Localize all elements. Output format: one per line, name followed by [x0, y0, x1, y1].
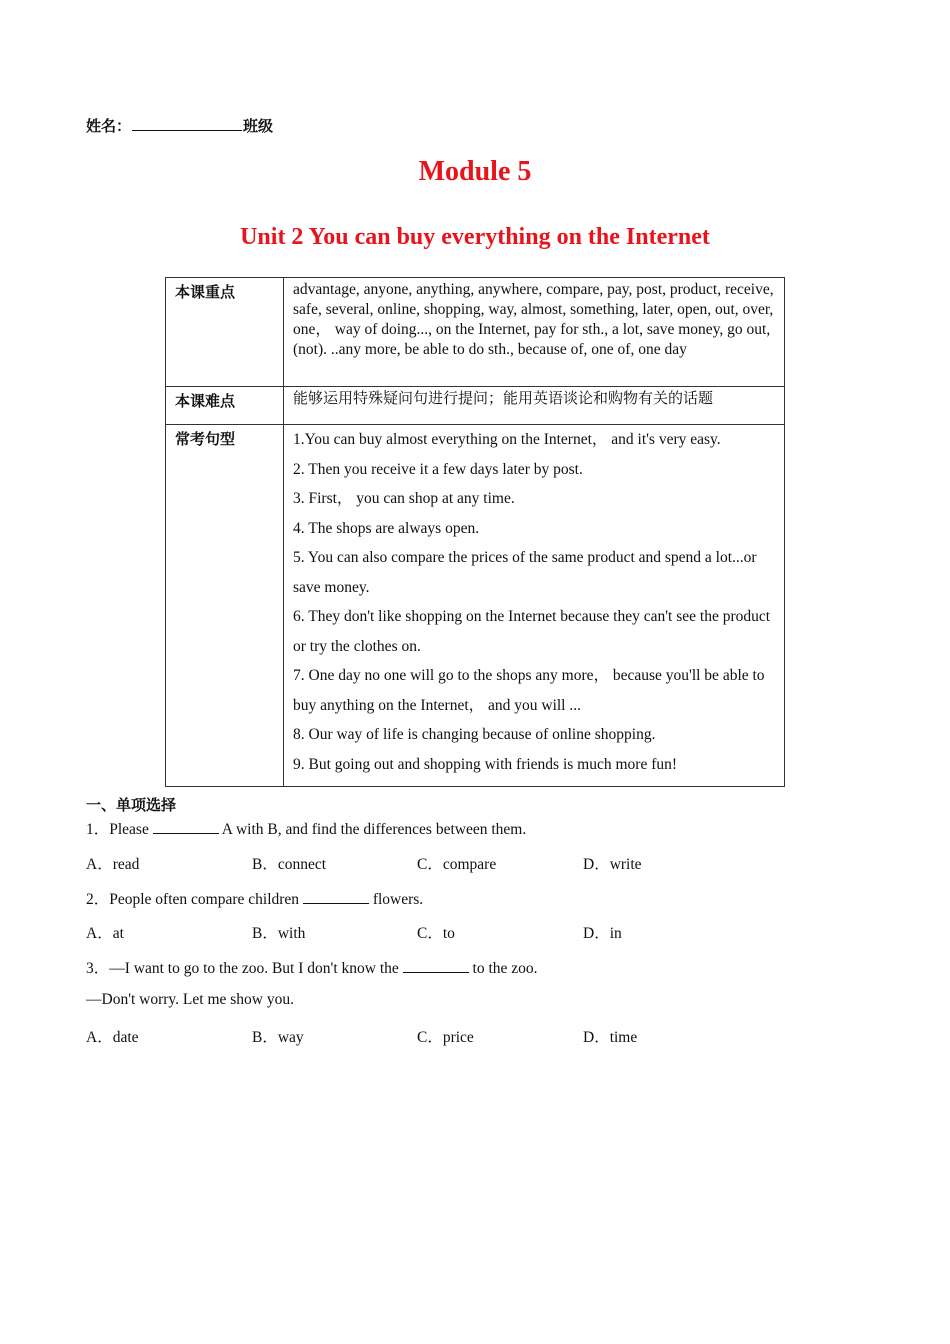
difficult-content: 能够运用特殊疑问句进行提问；能用英语谈论和购物有关的话题 — [284, 387, 785, 425]
answer-blank — [403, 958, 469, 973]
question-3-reply: —Don't worry. Let me show you. — [86, 991, 294, 1008]
table-row-difficult — [166, 387, 785, 425]
question-1-stem: 1．Please — [86, 821, 153, 838]
sentences-content — [284, 425, 785, 787]
unit-title: Unit 2 You can buy everything on the Internet — [240, 224, 710, 250]
answer-blank — [303, 889, 369, 904]
q2-option-d: D．in — [583, 925, 622, 942]
name-blank — [132, 116, 242, 131]
question-2-stem-end: flowers. — [368, 891, 424, 908]
sentence-3: 3. First， you can shop at any time. — [293, 490, 515, 507]
q2-option-b: B．with — [252, 925, 306, 942]
q3-option-b: B．way — [252, 1029, 304, 1046]
difficult-label: 本课难点 — [166, 387, 284, 425]
question-1-stem-end: A with B, and find the differences between them. — [218, 821, 527, 838]
table-row-sentences — [166, 425, 785, 787]
q1-option-c: C．compare — [417, 856, 497, 873]
name-class-line — [86, 115, 273, 136]
sentence-6: 6. They don't like shopping on the Internet because they can't see the product or try the clothes on. — [293, 608, 771, 655]
sentence-4: 4. The shops are always open. — [293, 519, 480, 537]
q3-option-d: D．time — [583, 1029, 638, 1046]
q1-option-a: A．read — [86, 856, 140, 873]
question-3-stem: 3．—I want to go to the zoo. But I don't know the — [86, 960, 403, 977]
table-row-key-points — [166, 278, 785, 387]
sentence-7: 7. One day no one will go to the shops any more， because you'll be able to buy anything on the Internet， and you will ... — [293, 667, 765, 714]
q3-option-a: A．date — [86, 1029, 139, 1046]
sentence-1: 1.You can buy almost everything on the Internet， and it's very easy. — [293, 431, 721, 448]
key-points-label: 本课重点 — [166, 278, 284, 387]
sentence-5: 5. You can also compare the prices of the same product and spend a lot...or save money. — [293, 549, 757, 596]
answer-blank — [153, 819, 219, 834]
question-3-stem-end: to the zoo. — [468, 960, 538, 977]
sentence-8: 8. Our way of life is changing because of online shopping. — [293, 726, 656, 743]
sentences-label: 常考句型 — [166, 425, 284, 787]
sentence-9: 9. But going out and shopping with friends is much more fun! — [293, 755, 678, 773]
q3-option-c: C．price — [417, 1029, 474, 1046]
question-1 — [86, 817, 526, 839]
question-3 — [86, 956, 538, 978]
q1-option-d: D．write — [583, 856, 642, 873]
section-title: 一、单项选择 — [86, 796, 177, 814]
question-2-stem: 2．People often compare children — [86, 891, 303, 908]
name-label: 姓名： — [86, 117, 132, 135]
q2-option-c: C．to — [417, 925, 455, 942]
question-2 — [86, 887, 423, 909]
key-points-content: advantage, anyone, anything, anywhere, compare, pay, post, product, receive, safe, several, online, shopping, way, almost, something, later, open, out, over, one， way of doing..., on the Internet, pay for sth., a lot, save money, go out, (not). ..any more, be able to do sth., because of, one of, one day — [284, 278, 785, 387]
module-title: Module 5 — [418, 156, 532, 187]
q2-option-a: A．at — [86, 925, 124, 942]
sentence-2: 2. Then you receive it a few days later by post. — [293, 460, 583, 478]
class-label: 班级 — [243, 117, 274, 135]
lesson-summary-table — [165, 277, 785, 787]
q1-option-b: B．connect — [252, 856, 327, 873]
